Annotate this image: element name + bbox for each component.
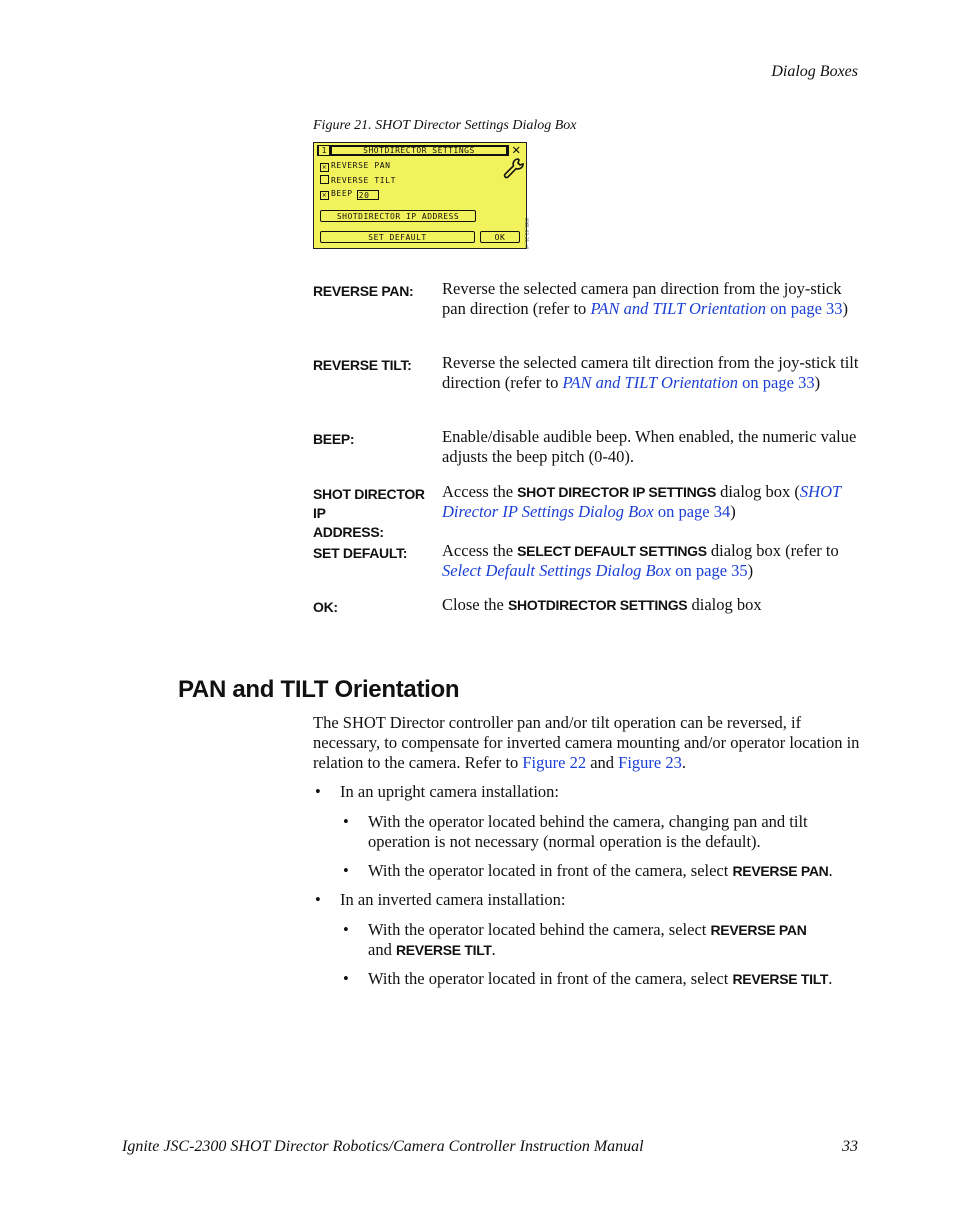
def-ip-address: Access the SHOT DIRECTOR IP SETTINGS dialog box (SHOT Director IP Settings Dialog Box on page 34) <box>442 482 841 521</box>
def-ok: Close the SHOTDIRECTOR SETTINGS dialog box <box>442 595 762 614</box>
def-reverse-pan: Reverse the selected camera pan direction from the joy-stick pan direction (refer to PAN and TILT Orientation on page 33) <box>442 279 849 318</box>
list-item-upright-front: With the operator located in front of the camera, select REVERSE PAN. <box>368 861 833 880</box>
footer-title: Ignite JSC-2300 SHOT Director Robotics/Camera Controller Instruction Manual <box>122 1138 644 1155</box>
running-header: Dialog Boxes <box>771 63 858 80</box>
close-icon[interactable]: ✕ <box>512 142 521 158</box>
link-ip-settings[interactable]: SHOT Director IP Settings Dialog Box <box>442 482 841 521</box>
dialog-titlebar <box>317 145 509 156</box>
beep-option[interactable] <box>320 189 379 200</box>
intro-paragraph: The SHOT Director controller pan and/or tilt operation can be reversed, if necessary, to compensate for inverted camera mounting and/or operator location in relation to the camera. Refer to Figure 22 and Figure 23. <box>313 713 860 772</box>
dialog-number: 1 <box>319 146 329 155</box>
bullet-marker: • <box>343 812 349 831</box>
wrench-icon <box>502 157 526 181</box>
term-set-default: SET DEFAULT: <box>313 545 408 561</box>
ok-button[interactable]: OK <box>480 231 520 243</box>
reverse-tilt-checkbox[interactable] <box>320 175 329 184</box>
list-item-inverted-behind: With the operator located behind the camera, select REVERSE PAN and REVERSE TILT. <box>368 920 807 959</box>
set-default-button[interactable]: SET DEFAULT <box>320 231 475 243</box>
reverse-tilt-option[interactable] <box>320 175 396 186</box>
link-figure-22[interactable]: Figure 22 <box>522 753 587 772</box>
term-reverse-tilt: REVERSE TILT: <box>313 357 412 373</box>
figure-caption: Figure 21. SHOT Director Settings Dialog Box <box>313 118 577 133</box>
section-heading: PAN and TILT Orientation <box>178 676 460 703</box>
link-figure-23[interactable]: Figure 23 <box>618 753 682 772</box>
term-beep: BEEP: <box>313 431 355 447</box>
ip-address-button[interactable]: SHOTDIRECTOR IP ADDRESS <box>320 210 476 222</box>
def-set-default: Access the SELECT DEFAULT SETTINGS dialog box (refer to Select Default Settings Dialog Box on page 35) <box>442 541 839 580</box>
link-page-35[interactable]: on page 35 <box>671 561 748 580</box>
link-default-settings[interactable]: Select Default Settings Dialog Box <box>442 561 672 580</box>
beep-label: BEEP <box>331 189 353 198</box>
reverse-pan-option[interactable] <box>320 161 391 172</box>
settings-dialog-figure <box>313 142 527 249</box>
link-page-33[interactable]: on page 33 <box>738 373 815 392</box>
term-reverse-pan: REVERSE PAN: <box>313 283 414 299</box>
list-item-upright: In an upright camera installation: <box>340 782 560 801</box>
list-item-upright-behind: With the operator located behind the camera, changing pan and tilt operation is not necessary (normal operation is the default). <box>368 812 808 851</box>
link-pan-tilt[interactable]: PAN and TILT Orientation <box>562 373 739 392</box>
bullet-marker: • <box>343 920 349 939</box>
def-beep: Enable/disable audible beep. When enabled, the numeric value adjusts the beep pitch (0-40). <box>442 427 857 466</box>
bullet-marker: • <box>315 890 321 909</box>
reverse-pan-label: REVERSE PAN <box>331 161 391 170</box>
bullet-marker: • <box>315 782 321 801</box>
beep-value-field[interactable]: 20 <box>357 190 379 200</box>
reverse-pan-checkbox[interactable]: ✕ <box>320 163 329 172</box>
term-ip-address: SHOT DIRECTOR IP ADDRESS: <box>313 486 425 540</box>
def-reverse-tilt: Reverse the selected camera tilt direction from the joy-stick tilt direction (refer to PAN and TILT Orientation on page 33) <box>442 353 859 392</box>
bullet-marker: • <box>343 861 349 880</box>
bullet-marker: • <box>343 969 349 988</box>
reverse-tilt-label: REVERSE TILT <box>331 176 396 185</box>
dialog-title: SHOTDIRECTOR SETTINGS <box>331 146 507 155</box>
beep-checkbox[interactable]: ✕ <box>320 191 329 200</box>
link-page-33[interactable]: on page 33 <box>766 299 843 318</box>
figure-code: 8965_03_21_r0 <box>524 218 529 250</box>
list-item-inverted-front: With the operator located in front of the camera, select REVERSE TILT. <box>368 969 833 988</box>
link-page-34[interactable]: on page 34 <box>653 502 731 521</box>
list-item-inverted: In an inverted camera installation: <box>340 890 566 909</box>
page-number: 33 <box>842 1138 858 1155</box>
term-ok: OK: <box>313 599 338 615</box>
link-pan-tilt[interactable]: PAN and TILT Orientation <box>590 299 766 318</box>
